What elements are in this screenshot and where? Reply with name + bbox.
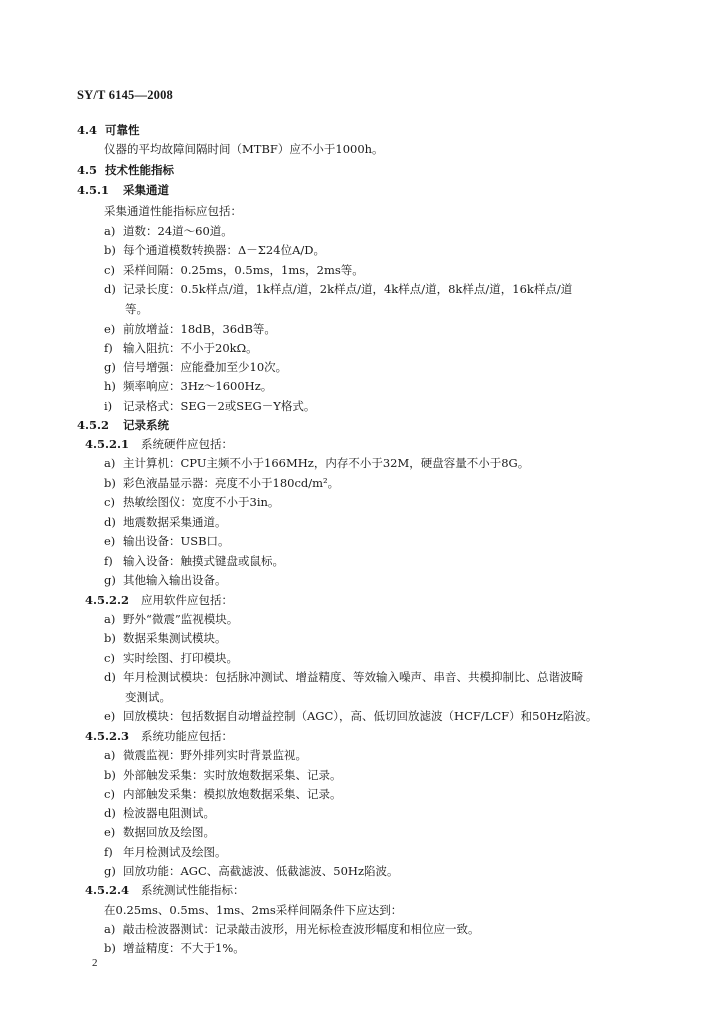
line-text: 增益精度：不大于1%。 [123,941,245,955]
line-text: 信号增强：应能叠加至少10次。 [123,360,288,374]
line-text: 野外“微震”监视模块。 [123,612,239,626]
list-item [104,922,480,937]
list-item-label: b) [104,941,116,955]
line-text: 彩色液晶显示器：亮度不小于180cd/m²。 [123,476,340,490]
line-text: 内部触发采集：模拟放炮数据采集、记录。 [123,787,342,801]
line-text: 年月检测试及绘图。 [123,845,227,859]
list-item [104,787,342,802]
line-text: 等。 [125,302,148,316]
list-item [104,495,279,510]
list-item [104,379,272,394]
section-number: 4.5.2.2 [85,593,130,607]
section-heading [77,123,140,138]
line-text: 检波器电阻测试。 [123,806,215,820]
line-text: 数据回放及绘图。 [123,825,215,839]
list-item-label: a) [104,224,116,238]
list-item [104,282,572,297]
section-number: 4.5.2.3 [85,729,130,743]
list-item-label: g) [104,864,116,878]
line-text: 记录格式：SEG－2或SEG－Y格式。 [123,399,316,413]
paragraph-line [104,142,384,157]
line-text: 应用软件应包括： [141,593,233,607]
line-text: 外部触发采集：实时放炮数据采集、记录。 [123,768,342,782]
list-item [104,806,215,821]
line-text: 可靠性 [105,123,140,137]
paragraph-line [125,690,171,705]
standard-number-header: SY/T 6145—2008 [77,88,173,102]
list-item-label: c) [104,787,115,801]
line-text: 系统功能应包括： [141,729,233,743]
line-text: 回放功能：AGC、高截滤波、低截滤波、50Hz陷波。 [123,864,399,878]
list-item [104,825,215,840]
list-item [104,612,238,627]
section-heading [85,729,233,744]
section-heading [77,183,169,198]
line-text: 主计算机：CPU主频不小于166MHz，内存不小于32M，硬盘容量不小于8G。 [123,456,530,470]
line-text: 数据采集测试模块。 [123,631,227,645]
line-text: 敲击检波器测试：记录敲击波形，用光标检查波形幅度和相位应一致。 [123,922,480,936]
line-text: 微震监视：野外排列实时背景监视。 [123,748,307,762]
list-item-label: e) [104,322,116,336]
list-item [104,263,364,278]
section-number: 4.5.2 [77,418,110,432]
list-item-label: d) [104,806,116,820]
section-heading [77,418,169,433]
paragraph-line [125,302,148,317]
line-text: 记录长度：0.5k样点/道，1k样点/道，2k样点/道，4k样点/道，8k样点/道，16k样点/道 [123,282,573,296]
page-number: 2 [92,957,98,969]
line-text: 前放增益：18dB，36dB等。 [123,322,276,336]
list-item [104,554,284,569]
list-item [104,670,583,685]
list-item-label: a) [104,922,116,936]
line-text: 采样间隔：0.25ms，0.5ms，1ms，2ms等。 [123,263,364,277]
list-item [104,534,230,549]
line-text: 热敏绘图仪：宽度不小于3in。 [123,495,280,509]
section-heading [85,437,233,452]
line-text: 年月检测试模块：包括脉冲测试、增益精度、等效输入噪声、串音、共模抑制比、总谐波畸 [123,670,583,684]
section-heading [77,163,174,178]
list-item-label: i) [104,399,113,413]
line-text: 输入阻抗：不小于20kΩ。 [123,341,258,355]
list-item-label: f) [104,341,113,355]
list-item-label: a) [104,612,116,626]
list-item [104,941,245,956]
list-item-label: d) [104,282,116,296]
list-item-label: c) [104,495,115,509]
list-item-label: e) [104,825,116,839]
line-text: 每个通道模数转换器：Δ－Σ24位A/D。 [123,243,325,257]
line-text: 频率响应：3Hz～1600Hz。 [123,379,273,393]
list-item-label: d) [104,670,116,684]
list-item [104,768,342,783]
list-item [104,360,287,375]
list-item-label: a) [104,748,116,762]
list-item-label: a) [104,456,116,470]
section-number: 4.5 [77,163,98,177]
list-item [104,224,233,239]
line-text: 道数：24道～60道。 [123,224,233,238]
paragraph-line [104,204,242,219]
list-item [104,864,399,879]
list-item [104,476,339,491]
list-item [104,748,307,763]
list-item [104,515,227,530]
line-text: 其他输入输出设备。 [123,573,227,587]
list-item [104,456,529,471]
line-text: 采集通道 [123,183,169,197]
list-item [104,631,227,646]
section-number: 4.5.2.1 [85,437,130,451]
section-heading [85,883,245,898]
list-item-label: c) [104,263,115,277]
section-heading [85,593,233,608]
list-item [104,341,258,356]
list-item-label: b) [104,631,116,645]
line-text: 采集通道性能指标应包括： [104,204,242,218]
paragraph-line [104,903,402,918]
section-number: 4.4 [77,123,98,137]
line-text: 技术性能指标 [105,163,174,177]
list-item-label: f) [104,554,113,568]
list-item [104,651,238,666]
list-item-label: c) [104,651,115,665]
list-item-label: b) [104,476,116,490]
list-item [104,243,325,258]
line-text: 地震数据采集通道。 [123,515,227,529]
list-item [104,399,315,414]
list-item-label: g) [104,360,116,374]
list-item-label: b) [104,768,116,782]
line-text: 实时绘图、打印模块。 [123,651,238,665]
line-text: 系统硬件应包括： [141,437,233,451]
line-text: 输出设备：USB口。 [123,534,230,548]
section-number: 4.5.1 [77,183,110,197]
list-item [104,845,227,860]
line-text: 回放模块：包括数据自动增益控制（AGC），高、低切回放滤波（HCF/LCF）和50Hz陷波。 [123,709,598,723]
list-item-label: g) [104,573,116,587]
list-item-label: b) [104,243,116,257]
list-item [104,322,276,337]
list-item [104,573,227,588]
list-item-label: f) [104,845,113,859]
line-text: 仪器的平均故障间隔时间（MTBF）应不小于1000h。 [104,142,384,156]
list-item-label: d) [104,515,116,529]
list-item [104,709,597,724]
list-item-label: e) [104,709,116,723]
line-text: 在0.25ms、0.5ms、1ms、2ms采样间隔条件下应达到： [104,903,403,917]
line-text: 输入设备：触摸式键盘或鼠标。 [123,554,284,568]
list-item-label: h) [104,379,116,393]
line-text: 变测试。 [125,690,171,704]
line-text: 记录系统 [123,418,169,432]
list-item-label: e) [104,534,116,548]
line-text: 系统测试性能指标： [141,883,245,897]
section-number: 4.5.2.4 [85,883,130,897]
